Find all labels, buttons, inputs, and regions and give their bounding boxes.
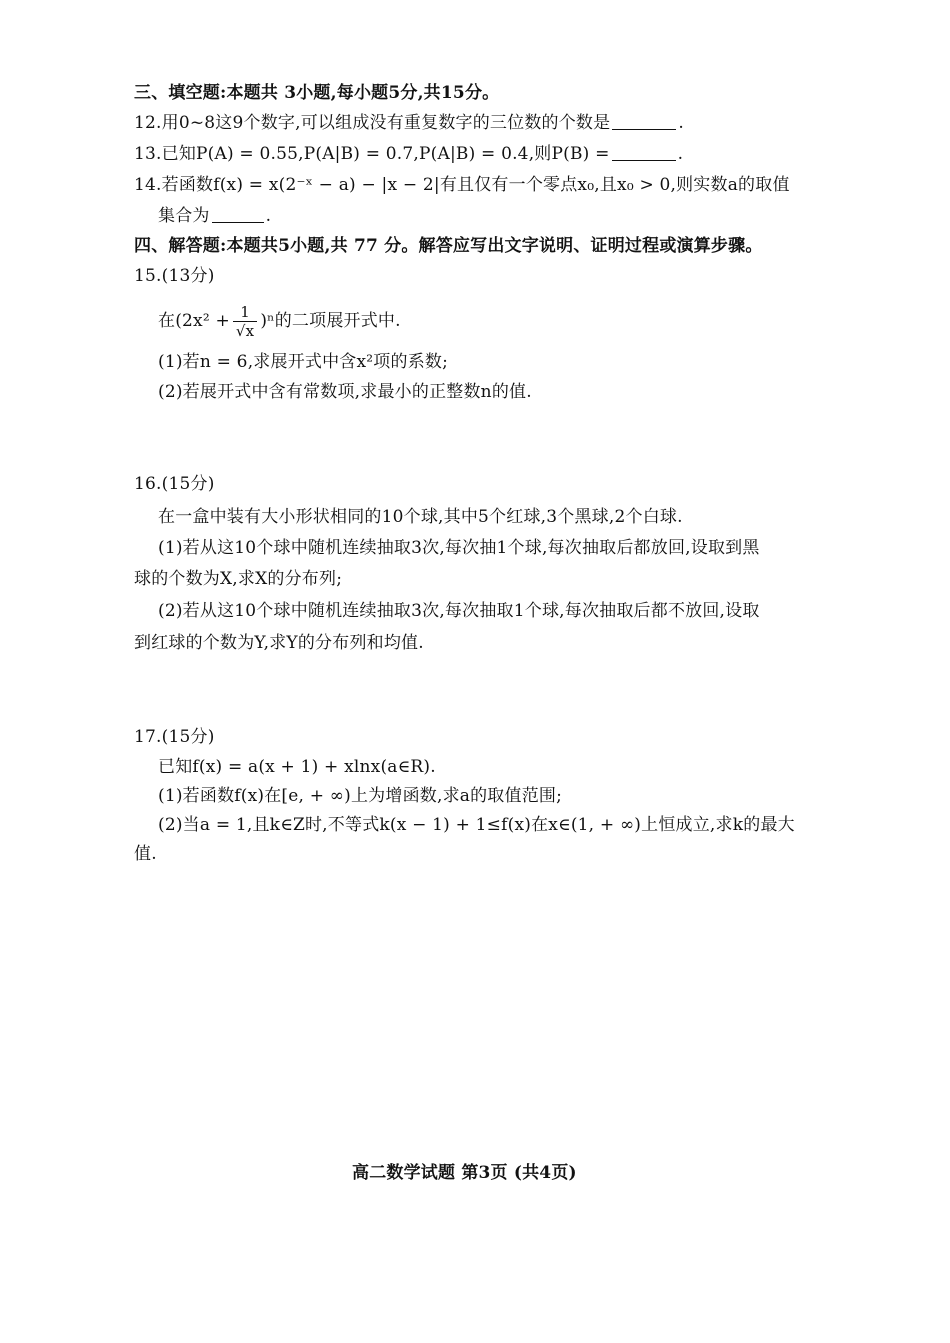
fraction bbox=[233, 303, 257, 340]
q16-part2-line2: 到红球的个数为Y,求Y的分布列和均值. bbox=[134, 633, 424, 653]
q15-stem bbox=[158, 303, 401, 340]
section4-heading: 四、解答题:本题共5小题,共 77 分。解答应写出文字说明、证明过程或演算步骤。 bbox=[134, 236, 763, 256]
answer-blank bbox=[612, 113, 676, 130]
q14-text: 集合为 bbox=[158, 206, 210, 226]
q16-header: 16.(15分) bbox=[134, 474, 215, 494]
q16-part2-line1: (2)若从这10个球中随机连续抽取3次,每次抽取1个球,每次抽取后都不放回,设取 bbox=[158, 601, 760, 621]
q16-stem: 在一盒中装有大小形状相同的10个球,其中5个红球,3个黑球,2个白球. bbox=[158, 507, 683, 527]
q12-end: . bbox=[678, 113, 684, 133]
fraction-denominator: √x bbox=[235, 322, 255, 340]
question-14-line2 bbox=[158, 205, 271, 227]
question-14-line1: 14.若函数f(x) = x(2⁻ˣ − a) − |x − 2|有且仅有一个零点x₀,且x₀ > 0,则实数a的取值 bbox=[134, 175, 790, 195]
q16-part1-line1: (1)若从这10个球中随机连续抽取3次,每次抽1个球,每次抽取后都放回,设取到黑 bbox=[158, 538, 760, 558]
q12-text: 12.用0~8这9个数字,可以组成没有重复数字的三位数的个数是 bbox=[134, 113, 611, 133]
q17-header: 17.(15分) bbox=[134, 727, 215, 747]
answer-blank bbox=[212, 206, 264, 223]
question-13 bbox=[134, 143, 683, 165]
question-12 bbox=[134, 112, 684, 134]
q15-stem-post: )ⁿ的二项展开式中. bbox=[260, 311, 401, 331]
section3-heading: 三、填空题:本题共 3小题,每小题5分,共15分。 bbox=[134, 83, 500, 103]
q15-part2: (2)若展开式中含有常数项,求最小的正整数n的值. bbox=[158, 382, 532, 402]
q17-part2-line1: (2)当a = 1,且k∈Z时,不等式k(x − 1) + 1≤f(x)在x∈(1, + ∞)上恒成立,求k的最大 bbox=[158, 815, 795, 835]
q15-stem-pre: 在(2x² + bbox=[158, 311, 230, 331]
q17-stem: 已知f(x) = a(x + 1) + xlnx(a∈R). bbox=[158, 757, 436, 777]
q13-text: 13.已知P(A) = 0.55,P(A|B) = 0.7,P(A|B) = 0.4,则P(B) = bbox=[134, 144, 610, 164]
page-footer: 高二数学试题 第3页 (共4页) bbox=[352, 1163, 577, 1183]
fraction-numerator: 1 bbox=[233, 303, 257, 322]
q17-part1: (1)若函数f(x)在[e, + ∞)上为增函数,求a的取值范围; bbox=[158, 786, 563, 806]
q14-end: . bbox=[265, 206, 272, 226]
q13-end: . bbox=[677, 144, 684, 164]
q15-header: 15.(13分) bbox=[134, 266, 215, 286]
answer-blank bbox=[612, 144, 676, 161]
q17-part2-line2: 值. bbox=[134, 844, 157, 864]
q16-part1-line2: 球的个数为X,求X的分布列; bbox=[134, 569, 343, 589]
q15-part1: (1)若n = 6,求展开式中含x²项的系数; bbox=[158, 352, 449, 372]
